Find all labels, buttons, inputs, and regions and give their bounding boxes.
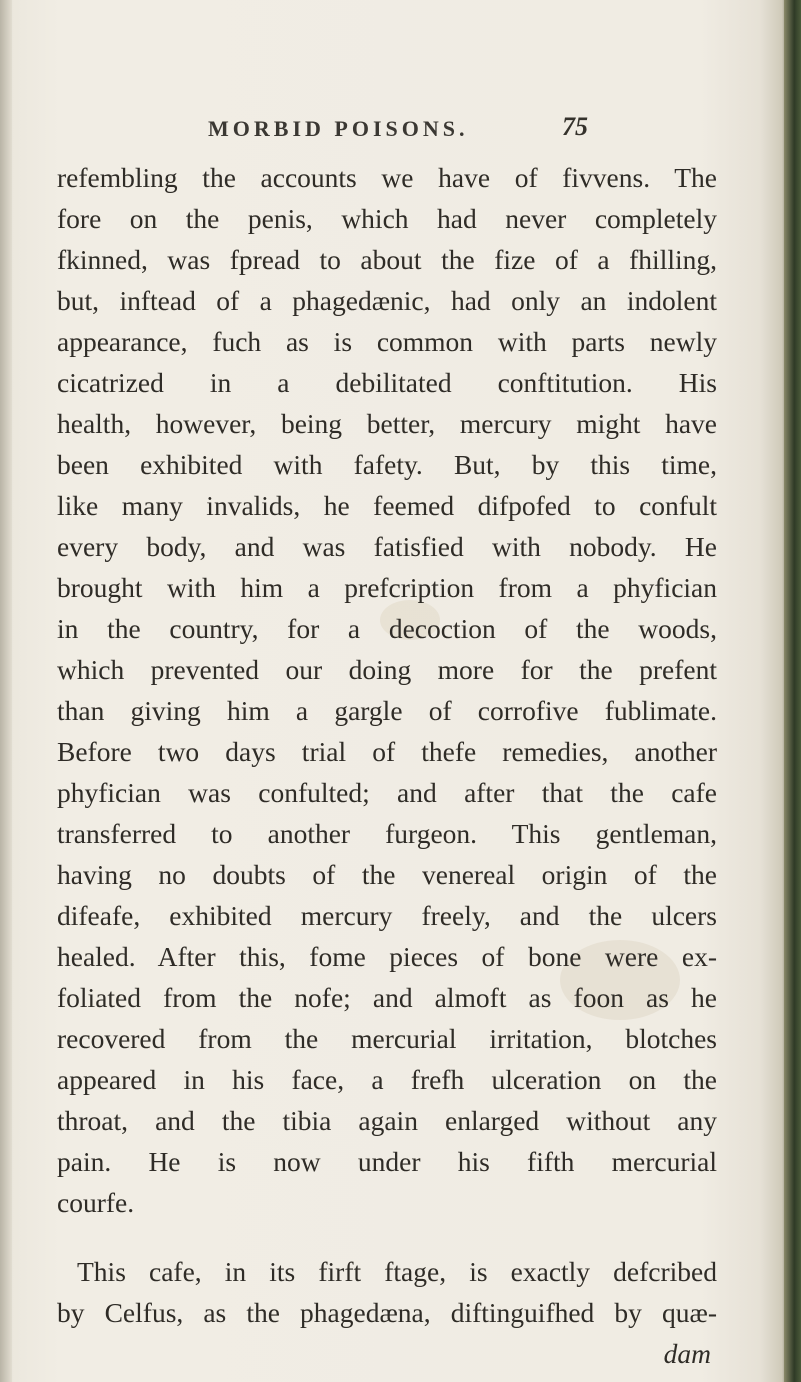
- text-line: foliated from the nofe; and almoft as foon as he: [57, 982, 717, 1013]
- text-line: brought with him a prefcription from a phyfician: [57, 572, 717, 603]
- page-header: [108, 112, 708, 152]
- page-number: 75: [562, 112, 588, 141]
- text-line: appeared in his face, a frefh ulceration on the: [57, 1064, 717, 1095]
- text-line: cicatrized in a debilitated conftitution. His: [57, 367, 717, 398]
- text-line: phyfician was confulted; and after that the cafe: [57, 777, 717, 808]
- running-head: MORBID POISONS.: [208, 116, 469, 141]
- catchword: dam: [663, 1338, 711, 1369]
- text-line: healed. After this, fome pieces of bone were ex-: [57, 941, 717, 972]
- text-line: difeafe, exhibited mercury freely, and the ulcers: [57, 900, 717, 931]
- text-line: transferred to another furgeon. This gentleman,: [57, 818, 717, 849]
- page-gutter: [0, 0, 12, 1382]
- text-line: by Celfus, as the phagedæna, diftinguifhed by quæ-: [57, 1297, 717, 1328]
- text-line: appearance, fuch as is common with parts newly: [57, 326, 717, 357]
- text-line: pain. He is now under his fifth mercurial: [57, 1146, 717, 1177]
- text-line: like many invalids, he feemed difpofed to confult: [57, 490, 717, 521]
- text-line: which prevented our doing more for the prefent: [57, 654, 717, 685]
- text-line: but, inftead of a phagedænic, had only an indolent: [57, 285, 717, 316]
- body-text: [57, 157, 717, 1374]
- text-line: in the country, for a decoction of the woods,: [57, 613, 717, 644]
- text-line: Before two days trial of thefe remedies, another: [57, 736, 717, 767]
- book-spine-edge: [784, 0, 801, 1382]
- text-line: fkinned, was fpread to about the fize of a fhilling,: [57, 244, 717, 275]
- paragraph-gap: [57, 1223, 717, 1251]
- text-line: courfe.: [57, 1187, 135, 1218]
- text-line: fore on the penis, which had never completely: [57, 203, 717, 234]
- text-line: recovered from the mercurial irritation, blotches: [57, 1023, 717, 1054]
- text-line: than giving him a gargle of corrofive fublimate.: [57, 695, 717, 726]
- text-line: been exhibited with fafety. But, by this time,: [57, 449, 717, 480]
- text-line: having no doubts of the venereal origin of the: [57, 859, 717, 890]
- text-line: throat, and the tibia again enlarged without any: [57, 1105, 717, 1136]
- text-line: This cafe, in its firft ftage, is exactly defcribed: [77, 1256, 717, 1287]
- text-line: every body, and was fatisfied with nobody. He: [57, 531, 717, 562]
- text-line: health, however, being better, mercury might have: [57, 408, 717, 439]
- text-line: refembling the accounts we have of fivvens. The: [57, 162, 717, 193]
